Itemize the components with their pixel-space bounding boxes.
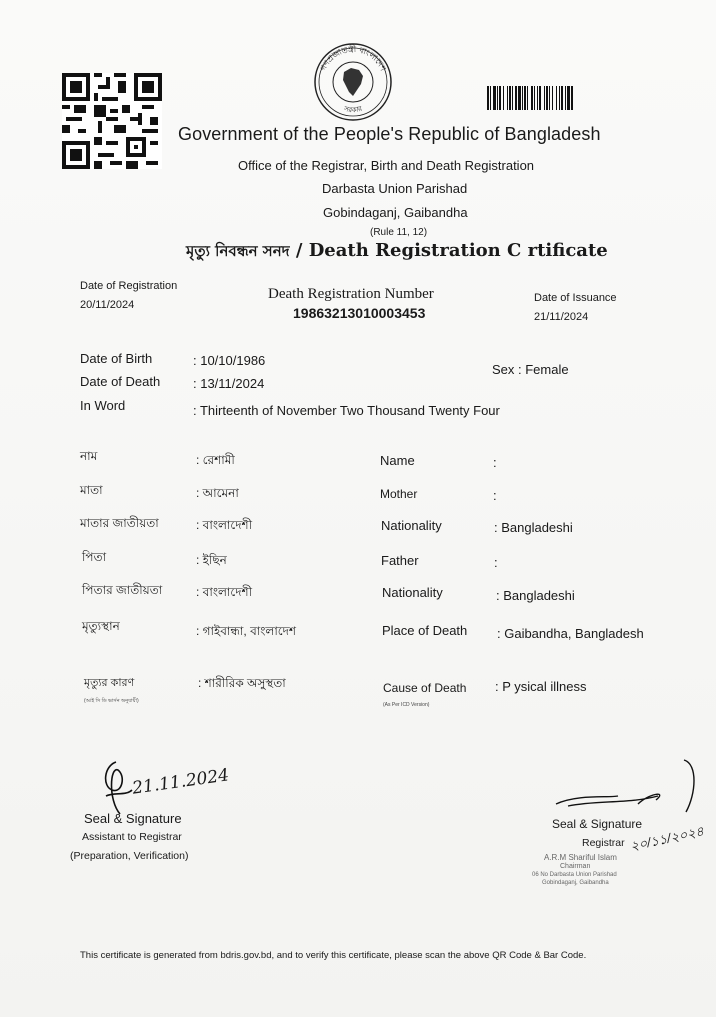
place-of-death-bn-value: : গাইবান্ধা, বাংলাদেশ — [196, 624, 297, 638]
certificate-title-en: Death Registration C rtificate — [308, 240, 608, 261]
cause-of-death-en-label: Cause of Death — [383, 681, 467, 695]
father-nationality-bn-label: পিতার জাতীয়তা — [82, 583, 163, 597]
registrar-signature-date: ২০/১১/২০২৪ — [628, 823, 706, 854]
upazila-name: Gobindaganj, Gaibandha — [323, 205, 468, 220]
date-of-death-label: Date of Death — [80, 374, 161, 389]
registrar-stamp-office: 06 No Darbasta Union Parishad — [532, 872, 617, 878]
cause-of-death-en-note: (As Per ICD Version) — [383, 702, 430, 708]
union-name: Darbasta Union Parishad — [322, 181, 468, 196]
sex-value: Sex : Female — [492, 362, 569, 377]
date-of-birth-label: Date of Birth — [80, 351, 153, 366]
cause-of-death-bn-note: (আই সি ডি ভার্সন অনুযায়ী) — [84, 698, 139, 704]
certificate-title — [186, 240, 608, 265]
registrar-stamp-role: Chairman — [560, 863, 591, 870]
father-en-label: Father — [381, 553, 419, 568]
registrar-stamp-name: A.R.M Shariful Islam — [544, 853, 617, 862]
date-of-issuance-value: 21/11/2024 — [534, 311, 589, 323]
date-of-birth-value: : 10/10/1986 — [193, 353, 266, 368]
name-en-value: : — [493, 455, 497, 470]
name-bn-label: নাম — [80, 449, 98, 463]
svg-text:সরকার — [342, 104, 363, 114]
mother-nationality-bn-label: মাতার জাতীয়তা — [80, 516, 159, 530]
cause-of-death-en-value: : P ysical illness — [495, 679, 587, 694]
place-of-death-bn-label: মৃত্যুস্থান — [82, 619, 120, 633]
name-bn-value: : রেশামী — [196, 453, 235, 467]
assistant-seal-title: Seal & Signature — [84, 811, 182, 826]
place-of-death-en-label: Place of Death — [382, 623, 468, 638]
footer-note: This certificate is generated from bdris.gov.bd, and to verify this certificate, please scan the above QR Code & Bar Code. — [80, 950, 587, 961]
assistant-signature-date: 21.11.2024 — [131, 765, 231, 799]
registrar-seal-title: Seal & Signature — [552, 817, 643, 831]
certificate-title-bn: মৃত্যু নিবন্ধন সনদ — [186, 242, 290, 260]
certificate-title-separator: / — [295, 240, 303, 261]
mother-nationality-bn-value: : বাংলাদেশী — [196, 518, 253, 532]
mother-bn-label: মাতা — [80, 483, 103, 497]
cause-of-death-bn-value: : শারীরিক অসুস্থতা — [198, 676, 286, 690]
father-nationality-bn-value: : বাংলাদেশী — [196, 585, 253, 599]
in-word-value: : Thirteenth of November Two Thousand Twenty Four — [193, 403, 500, 418]
mother-en-label: Mother — [380, 487, 418, 501]
mother-bn-value: : আমেনা — [196, 486, 239, 500]
government-title: Government of the People's Republic of Bangladesh — [178, 124, 601, 144]
father-bn-label: পিতা — [82, 550, 107, 564]
name-en-label: Name — [380, 453, 415, 468]
date-of-registration-value: 20/11/2024 — [80, 299, 135, 311]
barcode[interactable] — [487, 86, 663, 110]
mother-nationality-en-label: Nationality — [381, 518, 442, 533]
registrar-signature-icon — [548, 754, 708, 814]
seal-bottom-text: সরকার — [342, 104, 364, 115]
office-title: Office of the Registrar, Birth and Death Registration — [238, 158, 535, 173]
father-bn-value: : ইছিন — [196, 553, 227, 567]
mother-en-value: : — [493, 488, 497, 503]
place-of-death-en-value: : Gaibandha, Bangladesh — [497, 626, 644, 641]
father-nationality-en-label: Nationality — [382, 585, 443, 600]
registration-number-value: 19863213010003453 — [293, 305, 426, 321]
father-nationality-en-value: : Bangladeshi — [496, 588, 575, 603]
registrar-stamp-place: Gobindaganj, Gaibandha — [542, 880, 609, 886]
rule-reference: (Rule 11, 12) — [370, 227, 428, 238]
seal-top-text: গণপ্রজাতন্ত্রী বাংলাদেশ — [318, 44, 388, 73]
in-word-label: In Word — [80, 398, 126, 413]
assistant-role: Assistant to Registrar — [82, 831, 182, 843]
mother-nationality-en-value: : Bangladeshi — [494, 520, 573, 535]
registration-number-label: Death Registration Number — [268, 286, 434, 302]
date-of-registration-label: Date of Registration — [80, 280, 178, 292]
registrar-role: Registrar — [582, 837, 625, 849]
government-seal-icon — [313, 42, 393, 122]
date-of-issuance-label: Date of Issuance — [534, 292, 617, 304]
date-of-death-value: : 13/11/2024 — [193, 376, 265, 391]
father-en-value: : — [494, 555, 498, 570]
qr-code[interactable] — [62, 73, 162, 169]
assistant-role-detail: (Preparation, Verification) — [70, 850, 189, 862]
cause-of-death-bn-label: মৃত্যুর কারণ — [84, 677, 135, 689]
